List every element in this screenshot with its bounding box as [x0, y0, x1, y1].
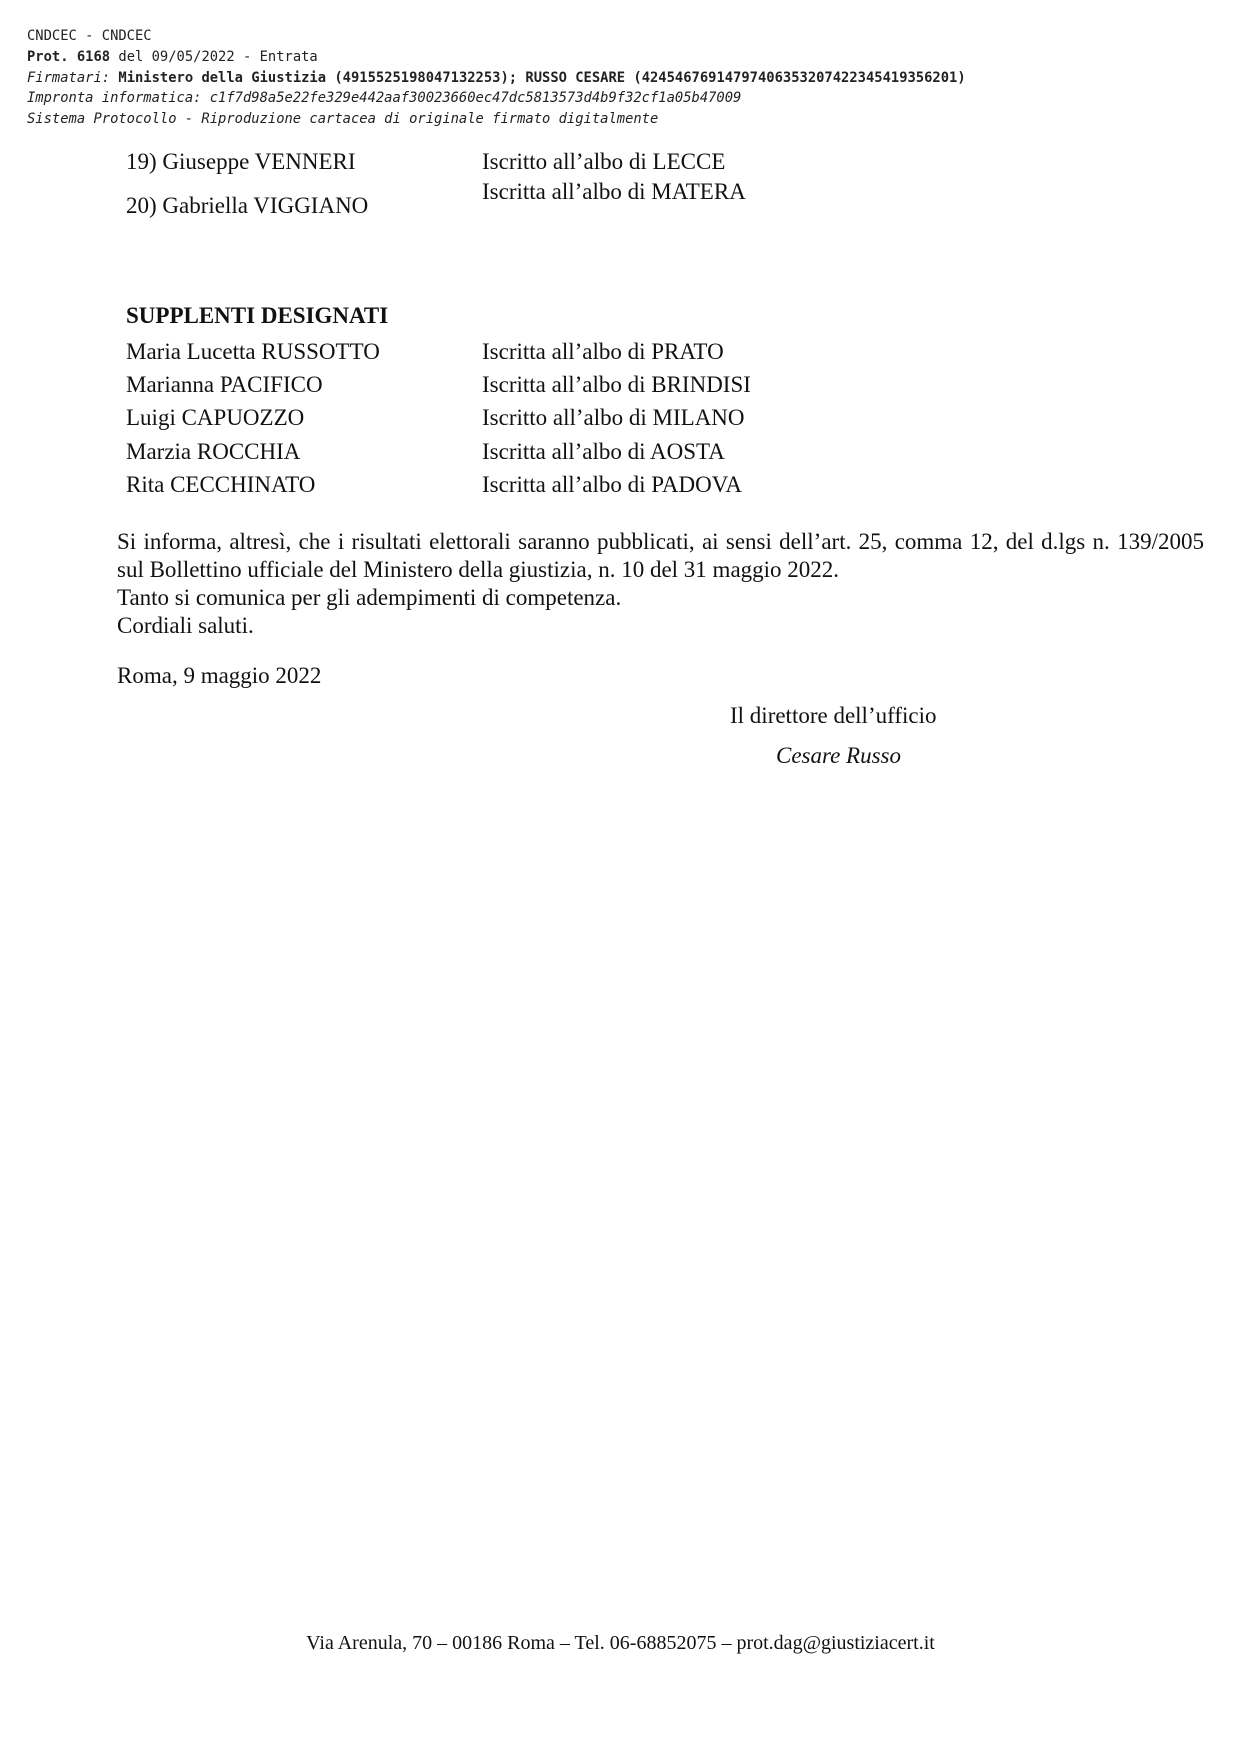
stamp-protocol — [27, 47, 966, 68]
body-text — [117, 528, 1204, 640]
stamp-origin: CNDCEC - CNDCEC — [27, 28, 152, 44]
stamp-protocol-date: del 09/05/2022 - Entrata — [110, 48, 318, 65]
stamp-system: Sistema Protocollo - Riproduzione cartacea di originale firmato digitalmente — [27, 111, 659, 128]
place-date: Roma, 9 maggio 2022 — [117, 663, 322, 688]
footer-address: Via Arenula, 70 – 00186 Roma – Tel. 06-68852075 – prot.dag@giustiziacert.it — [306, 1632, 935, 1654]
signature-title: Il direttore dell’ufficio — [730, 703, 937, 728]
supplente-albo: Iscritta all’albo di PADOVA — [482, 472, 743, 497]
body-paragraph-greetings: Cordiali saluti. — [117, 613, 254, 638]
stamp-signers — [27, 68, 966, 89]
stamp-signers-value: Ministero della Giustizia (4915525198047132253); RUSSO CESARE (42454676914797406353207422345419356201) — [110, 69, 966, 86]
signature-name: Cesare Russo — [776, 743, 902, 768]
supplente-name: Marianna PACIFICO — [126, 372, 323, 397]
supplente-name: Rita CECCHINATO — [126, 472, 316, 497]
supplente-albo: Iscritta all’albo di BRINDISI — [482, 372, 751, 397]
member-name: 19) Giuseppe VENNERI — [126, 149, 356, 174]
supplente-albo: Iscritto all’albo di MILANO — [482, 405, 745, 430]
member-albo: Iscritto all’albo di LECCE — [482, 149, 726, 174]
supplente-albo: Iscritta all’albo di AOSTA — [482, 439, 725, 464]
supplente-name: Maria Lucetta RUSSOTTO — [126, 339, 380, 364]
member-albo: Iscritta all’albo di MATERA — [482, 179, 746, 204]
supplente-name: Luigi CAPUOZZO — [126, 405, 305, 430]
protocol-stamp — [27, 26, 966, 130]
supplenti-heading: SUPPLENTI DESIGNATI — [126, 303, 389, 328]
supplente-albo: Iscritta all’albo di PRATO — [482, 339, 724, 364]
member-name: 20) Gabriella VIGGIANO — [126, 193, 369, 218]
stamp-protocol-number: Prot. 6168 — [27, 48, 111, 65]
stamp-fingerprint: Impronta informatica: c1f7d98a5e22fe329e442aaf30023660ec47dc5813573d4b9f32cf1a05b47009 — [27, 90, 742, 107]
body-paragraph-results: Si informa, altresì, che i risultati elettorali saranno pubblicati, ai sensi dell’art. 25, comma 12, del d.lgs n. 139/2005 sul Bollettino ufficiale del Ministero della giustizia, n. 10 del 31 maggio 2022. — [117, 529, 1204, 582]
supplente-name: Marzia ROCCHIA — [126, 439, 301, 464]
body-paragraph-communication: Tanto si comunica per gli adempimenti di competenza. — [117, 585, 622, 610]
stamp-signers-label: Firmatari: — [27, 69, 111, 86]
